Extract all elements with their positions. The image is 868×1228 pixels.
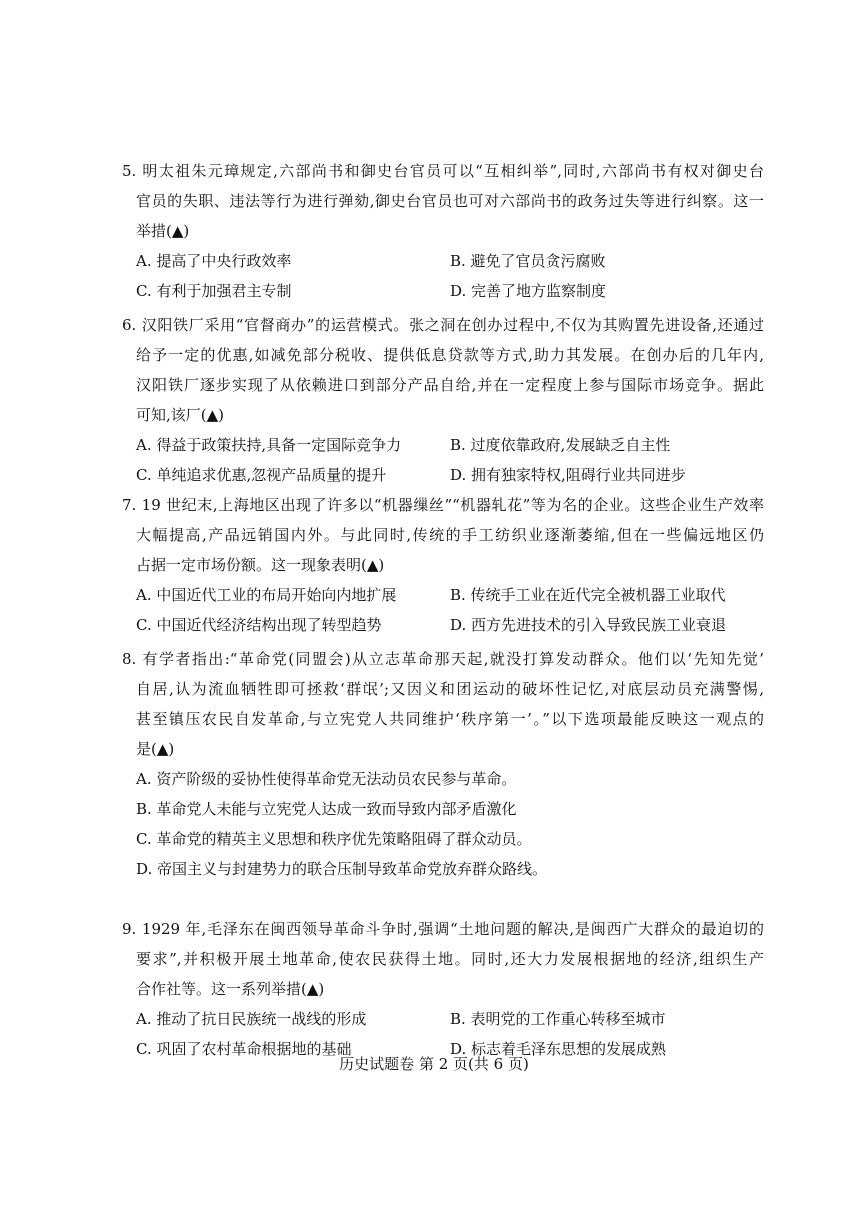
option-c: C. 有利于加强君主专制: [136, 282, 292, 300]
options-row: [136, 430, 764, 460]
option-c: C. 单纯追求优惠,忽视产品质量的提升: [136, 466, 387, 484]
question-line: 举措(▲): [136, 222, 190, 240]
question-line: 甚至镇压农民自发革命,与立宪党人共同维护‘秩序第一’。”以下选项最能反映这一观点的: [136, 710, 764, 728]
option-a: A. 资产阶级的妥协性使得革命党无法动员农民参与革命。: [136, 770, 517, 788]
question-line: 占据一定市场份额。这一现象表明(▲): [136, 556, 385, 574]
options-row: [136, 276, 764, 306]
question-line: 汉阳铁厂逐步实现了从依赖进口到部分产品自给,并在一定程度上参与国际市场竞争。据此: [136, 376, 764, 394]
option-b: B. 表明党的工作重心转移至城市: [450, 1010, 666, 1028]
option-a: A. 中国近代工业的布局开始向内地扩展: [136, 586, 397, 604]
options-row: [136, 246, 764, 276]
question-line: 7. 19 世纪末,上海地区出现了许多以“机器缫丝”“机器轧花”等为名的企业。这些企业生产效率: [122, 496, 764, 514]
option-d: D. 标志着毛泽东思想的发展成熟: [450, 1040, 667, 1058]
option-d: D. 拥有独家特权,阻碍行业共同进步: [450, 466, 686, 484]
option-a: A. 得益于政策扶持,具备一定国际竞争力: [136, 436, 402, 454]
question-line: 要求”,并积极开展土地革命,使农民获得土地。同时,还大力发展根据地的经济,组织生产: [136, 950, 764, 968]
question-line: 给予一定的优惠,如减免部分税收、提供低息贷款等方式,助力其发展。在创办后的几年内,: [136, 346, 764, 364]
question-5: [122, 156, 764, 306]
question-line: 可知,该厂(▲): [136, 406, 225, 424]
question-6: [122, 310, 764, 490]
question-line: 6. 汉阳铁厂采用“官督商办”的运营模式。张之洞在创办过程中,不仅为其购置先进设备,还通过: [122, 316, 764, 334]
question-line: 是(▲): [136, 740, 175, 758]
question-line: 合作社等。这一系列举措(▲): [136, 980, 325, 998]
option-b: B. 过度依靠政府,发展缺乏自主性: [450, 436, 671, 454]
option-b: B. 传统手工业在近代完全被机器工业取代: [450, 586, 726, 604]
option-b: B. 避免了官员贪污腐败: [450, 252, 606, 270]
option-c: C. 革命党的精英主义思想和秩序优先策略阻碍了群众动员。: [136, 830, 532, 848]
option-d: D. 完善了地方监察制度: [450, 282, 607, 300]
question-line: 5. 明太祖朱元璋规定,六部尚书和御史台官员可以“互相纠举”,同时,六部尚书有权对御史台: [122, 162, 764, 180]
question-9: [122, 914, 764, 1064]
question-line: 官员的失职、违法等行为进行弹劾,御史台官员也可对六部尚书的政务过失等进行纠察。这一: [136, 192, 764, 210]
option-a: A. 提高了中央行政效率: [136, 252, 292, 270]
option-a: A. 推动了抗日民族统一战线的形成: [136, 1010, 367, 1028]
question-line: 9. 1929 年,毛泽东在闽西领导革命斗争时,强调“土地问题的解决,是闽西广大群众的最迫切的: [122, 920, 764, 938]
question-7: [122, 490, 764, 640]
options-row: [136, 460, 764, 490]
question-line: 自居,认为流血牺牲即可拯救‘群氓’;又因义和团运动的破坏性记忆,对底层动员充满警惕,: [136, 680, 764, 698]
page-footer: 历史试题卷 第 2 页(共 6 页): [339, 1055, 529, 1073]
options-row: [136, 1004, 764, 1034]
question-line: 大幅提高,产品远销国内外。与此同时,传统的手工纺织业逐渐萎缩,但在一些偏远地区仍: [136, 526, 764, 544]
question-line: 8. 有学者指出:“革命党(同盟会)从立志革命那天起,就没打算发动群众。他们以‘先知先觉’: [122, 650, 764, 668]
question-8: [122, 644, 764, 884]
option-c: C. 中国近代经济结构出现了转型趋势: [136, 616, 382, 634]
option-d: D. 西方先进技术的引入导致民族工业衰退: [450, 616, 727, 634]
option-d: D. 帝国主义与封建势力的联合压制导致革命党放弃群众路线。: [136, 860, 548, 878]
option-c: C. 巩固了农村革命根据地的基础: [136, 1040, 352, 1058]
option-b: B. 革命党人未能与立宪党人达成一致而导致内部矛盾激化: [136, 800, 517, 818]
options-row: [136, 580, 764, 610]
options-row: [136, 610, 764, 640]
